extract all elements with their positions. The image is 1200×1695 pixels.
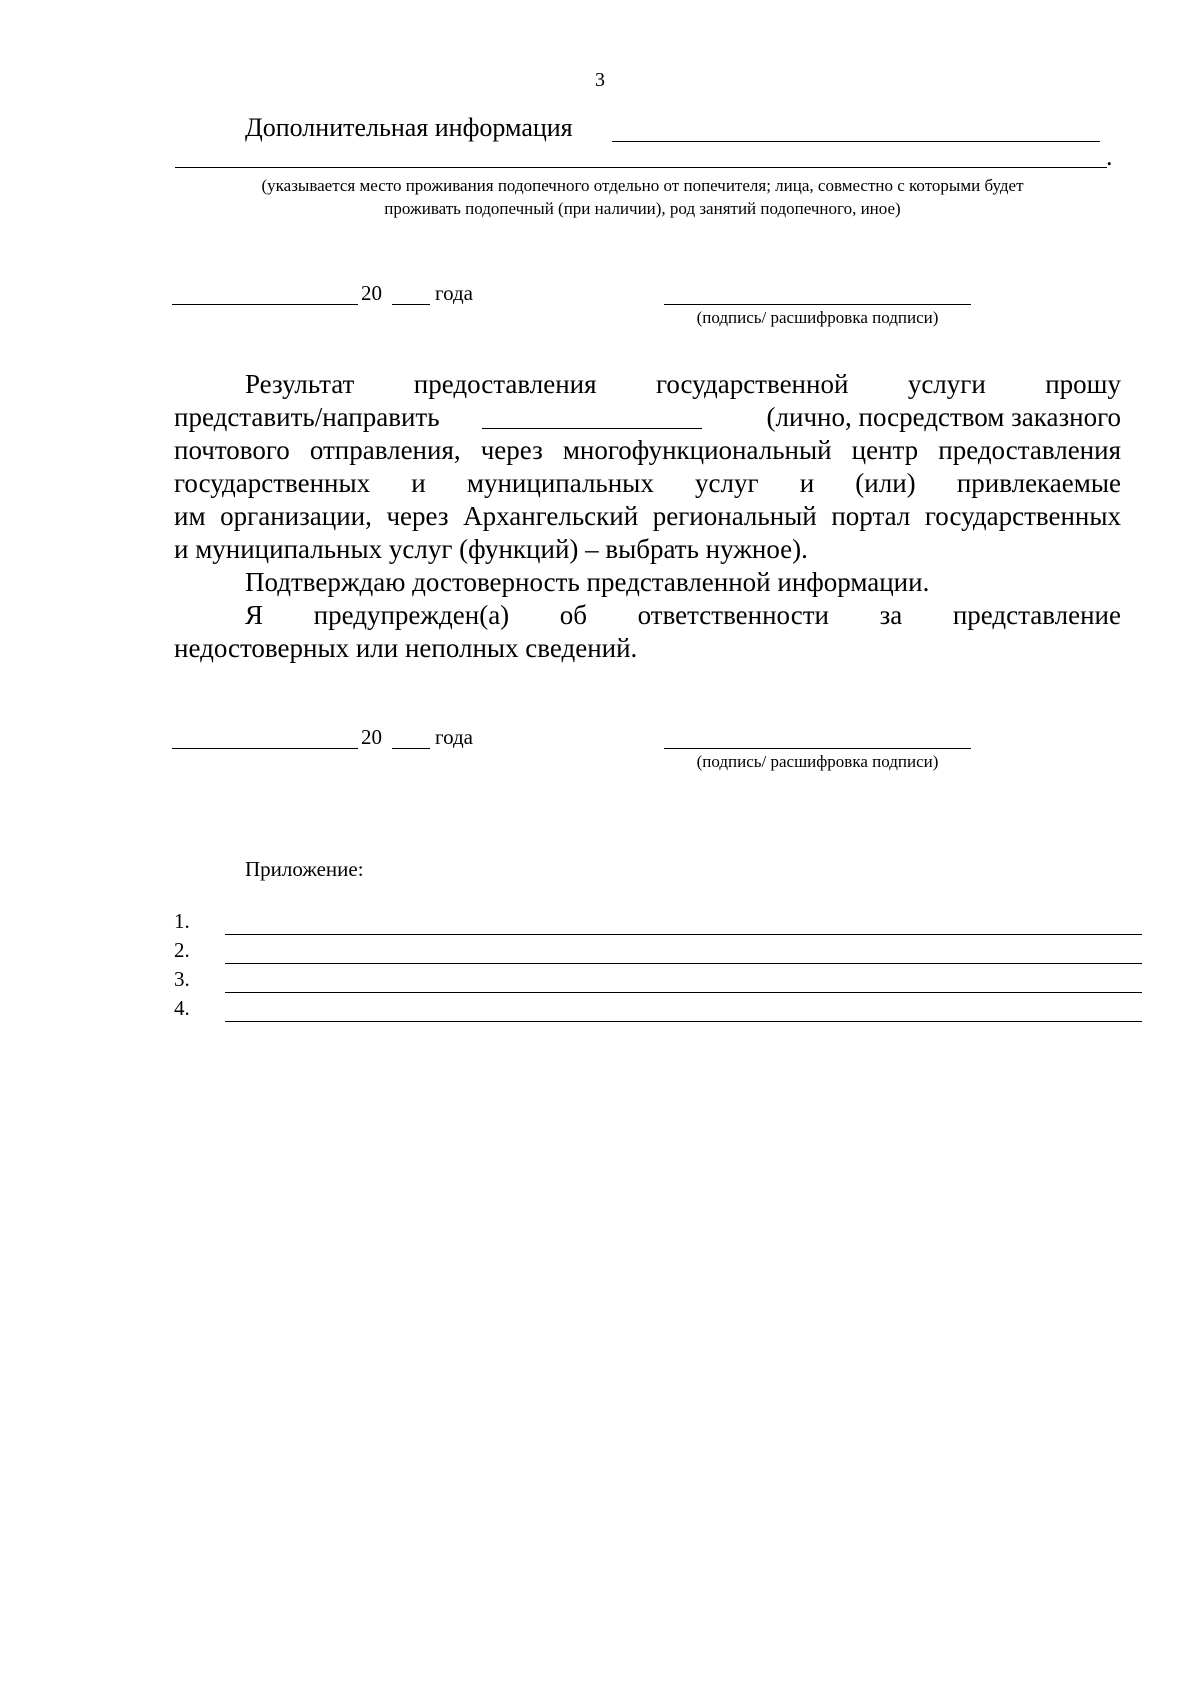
attachments-title: Приложение: (245, 857, 364, 881)
date-day-month-line-2[interactable] (172, 748, 358, 749)
result-line4-word-4: услуг (694, 468, 759, 498)
result-paragraph-line-4 (174, 467, 1121, 499)
date-year-suffix-2: года (435, 725, 473, 749)
result-paragraph-line-6: и муниципальных услуг (функций) – выбрать нужное). (174, 534, 808, 564)
date-year-prefix-2: 20 (361, 725, 382, 749)
confirm-statement: Подтверждаю достоверность представленной информации. (245, 567, 930, 597)
result-line4-word-7: привлекаемые (956, 468, 1121, 498)
signature-caption-1: (подпись/ расшифровка подписи) (696, 308, 939, 327)
result-word-3: государственной (655, 369, 849, 399)
result-word-4: услуги (907, 369, 986, 399)
additional-info-hint-line-1: (указывается место проживания подопечного отдельно от попечителя; лица, совместно с которыми будет (261, 176, 1024, 195)
result-word-5: прошу (1045, 369, 1121, 399)
signature-caption-2: (подпись/ расшифровка подписи) (696, 752, 939, 771)
attachment-number-2: 2. (174, 938, 190, 962)
additional-info-label: Дополнительная информация (245, 113, 573, 142)
warning-word-1: Я (245, 600, 264, 630)
result-line4-word-1: государственных (174, 468, 371, 498)
result-paragraph-line-1 (245, 368, 1121, 400)
result-line4-word-2: и (411, 468, 426, 498)
result-paragraph-line-2-start: представить/направить (174, 402, 440, 432)
result-paragraph-line-2-end: (лично, посредством заказного (766, 402, 1121, 432)
delivery-method-field-line[interactable] (482, 428, 702, 429)
warning-word-5: за (879, 600, 903, 630)
attachment-field-line-3[interactable] (225, 992, 1142, 993)
warning-word-6: представление (952, 600, 1121, 630)
additional-info-period: . (1106, 142, 1113, 171)
result-word-1: Результат (245, 369, 355, 399)
warning-paragraph-line-1 (245, 599, 1121, 631)
warning-word-4: ответственности (637, 600, 829, 630)
signature-line-2[interactable] (664, 748, 971, 749)
result-line4-word-3: муниципальных (466, 468, 654, 498)
additional-info-hint-line-2: проживать подопечный (при наличии), род занятий подопечного, иное) (384, 199, 901, 218)
result-word-2: предоставления (413, 369, 597, 399)
attachment-field-line-1[interactable] (225, 934, 1142, 935)
signature-line-1[interactable] (664, 304, 971, 305)
warning-word-2: предупрежден(а) (313, 600, 510, 630)
warning-paragraph-line-2: недостоверных или неполных сведений. (174, 633, 638, 663)
attachment-number-4: 4. (174, 996, 190, 1020)
attachment-field-line-4[interactable] (225, 1021, 1142, 1022)
result-line4-word-5: и (799, 468, 815, 498)
date-day-month-line-1[interactable] (172, 304, 358, 305)
date-year-line-1[interactable] (392, 304, 430, 305)
warning-word-3: об (559, 600, 588, 630)
page-number: 3 (595, 69, 605, 91)
attachment-field-line-2[interactable] (225, 963, 1142, 964)
additional-info-field-line-2[interactable] (175, 167, 1107, 168)
result-paragraph-line-3: почтового отправления, через многофункциональный центр предоставления (174, 435, 1121, 465)
attachment-number-1: 1. (174, 909, 190, 933)
result-paragraph-line-5: им организации, через Архангельский региональный портал государственных (174, 501, 1121, 531)
date-year-line-2[interactable] (392, 748, 430, 749)
result-line4-word-6: (или) (855, 468, 916, 498)
date-year-prefix-1: 20 (361, 281, 382, 305)
attachment-number-3: 3. (174, 967, 190, 991)
additional-info-field-line-1[interactable] (612, 141, 1100, 142)
date-year-suffix-1: года (435, 281, 473, 305)
